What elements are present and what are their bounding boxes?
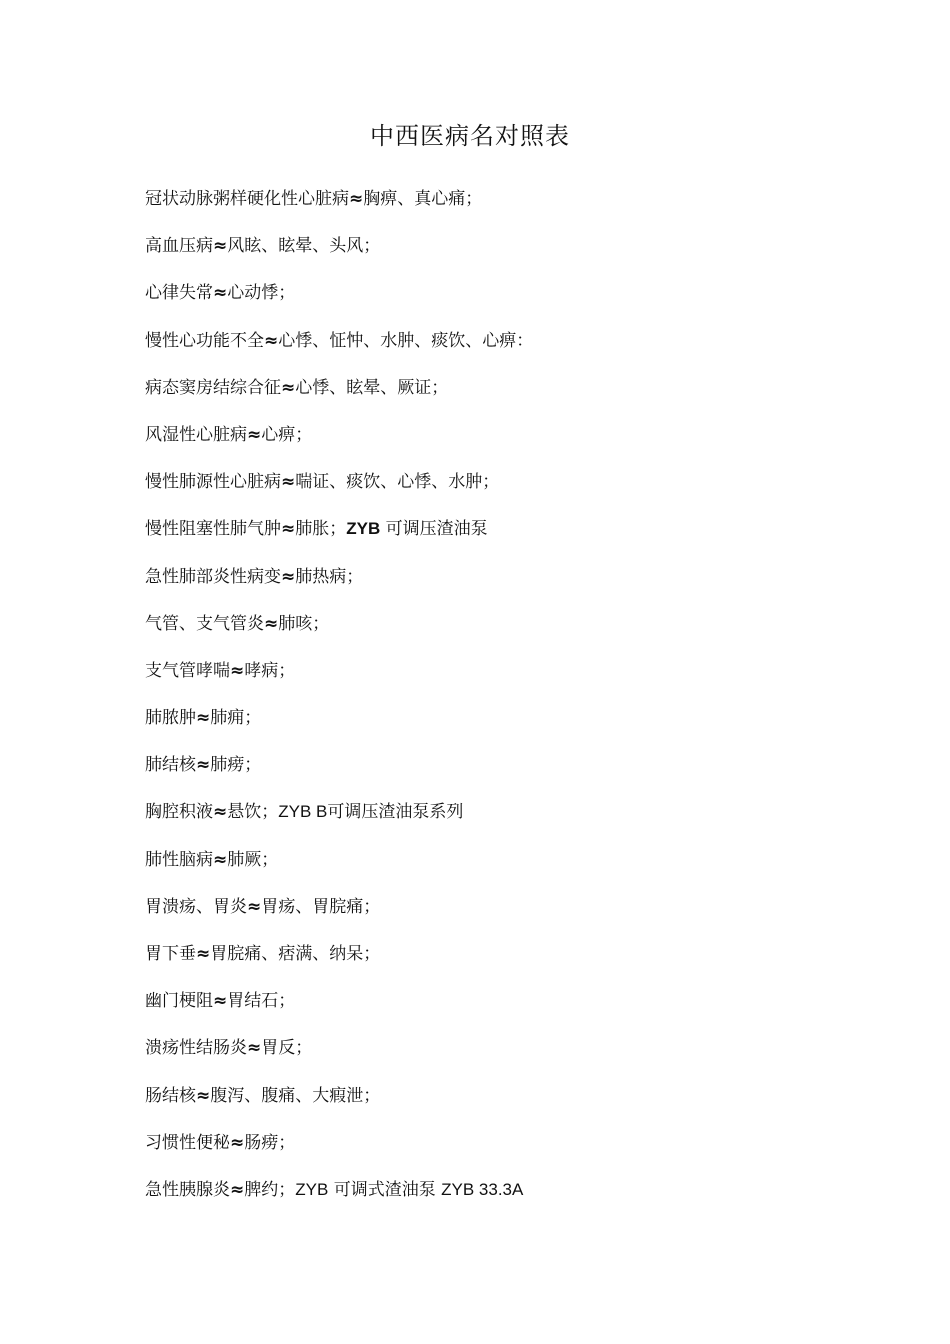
approx-sign: ≈ [281,472,296,493]
list-item [145,373,865,420]
approx-sign: ≈ [281,377,296,398]
line-text: 腹泻、腹痛、大瘕泄； [210,1085,381,1106]
disease-comparison-list [145,184,865,1222]
approx-sign: ≈ [230,660,245,681]
approx-sign: ≈ [196,1085,211,1106]
approx-sign: ≈ [281,519,296,540]
line-text: 胃溃疡、胃炎 [145,896,247,917]
line-text: 心悸、怔忡、水肿、痰饮、心痹： [278,330,534,351]
line-text: 心动悸； [227,283,296,304]
approx-sign: ≈ [213,991,228,1012]
approx-sign: ≈ [247,896,262,917]
list-item [145,845,865,892]
list-item [145,609,865,656]
line-text: ZYB [295,1179,329,1199]
line-text: 可调压渣油泵 [380,519,488,540]
line-text: 悬饮； [227,802,279,823]
line-text: 肺性脑病 [145,849,213,870]
line-text: 支气管哮喘 [145,660,230,681]
line-text: ZYB B [278,802,328,822]
list-item [145,326,865,373]
line-text: 肺痨； [210,755,262,776]
approx-sign: ≈ [213,236,228,257]
line-text: 可调压渣油泵系列 [327,802,464,823]
line-text: 肺胀； [295,519,347,540]
line-text: 肠痨； [244,1132,296,1153]
line-text: 胃结石； [227,991,296,1012]
list-item [145,750,865,797]
list-item [145,562,865,609]
line-text: 肺结核 [145,755,196,776]
line-text: 肺痈； [210,708,262,729]
line-text: 慢性肺源性心脏病 [145,472,281,493]
approx-sign: ≈ [264,330,279,351]
approx-sign: ≈ [196,944,211,964]
list-item [145,1081,865,1128]
line-text: 溃疡性结肠炎 [145,1038,247,1059]
approx-sign: ≈ [213,802,228,823]
line-text: 肺咳； [278,613,330,634]
line-text: 肺脓肿 [145,708,196,729]
line-text: 病态窦房结综合征 [145,377,281,398]
list-item [145,939,865,986]
line-text: 心悸、眩晕、厥证； [295,377,449,398]
line-text: 慢性阻塞性肺气肿 [145,519,281,540]
approx-sign: ≈ [213,849,228,870]
line-text: 急性胰腺炎 [145,1179,230,1200]
line-text: 急性肺部炎性病变 [145,566,281,587]
line-text: 胃疡、胃脘痛； [261,896,381,917]
line-text: 心律失常 [145,283,213,304]
approx-sign: ≈ [281,566,296,587]
approx-sign: ≈ [196,755,211,776]
approx-sign: ≈ [247,1038,262,1059]
approx-sign: ≈ [230,1179,245,1200]
approx-sign: ≈ [213,283,228,304]
list-item [145,1128,865,1175]
line-text: 可调式渣油泵 [328,1179,442,1200]
line-text: 胃反； [261,1038,313,1059]
approx-sign: ≈ [264,613,279,634]
list-item [145,514,865,561]
line-text: 肠结核 [145,1085,196,1106]
approx-sign: ≈ [196,708,211,729]
list-item [145,420,865,467]
line-text: 幽门梗阻 [145,991,213,1012]
line-text: 冠状动脉粥样硬化性心脏病 [145,189,349,209]
line-text: 风眩、眩晕、头风； [227,236,381,257]
list-item [145,703,865,750]
line-text: 喘证、痰饮、心悸、水肿； [295,472,500,493]
list-item [145,231,865,278]
line-text: 胃下垂 [145,944,196,964]
line-text: 慢性心功能不全 [145,330,264,351]
line-text: 习惯性便秘 [145,1132,230,1153]
list-item [145,656,865,703]
page-title: 中西医病名对照表 [370,122,570,150]
list-item [145,278,865,325]
line-text: 胸痹、真心痛； [363,189,483,209]
line-text: 心痹； [261,424,313,445]
approx-sign: ≈ [247,424,262,445]
line-text: 高血压病 [145,236,213,257]
line-text: 肺厥； [227,849,279,870]
line-text: 肺热病； [295,566,364,587]
line-text: ZYB [346,519,381,539]
line-text: 气管、支气管炎 [145,613,264,634]
list-item [145,467,865,514]
list-item [145,1033,865,1080]
line-text: 胃脘痛、痞满、纳呆； [210,944,381,964]
line-text: 风湿性心脏病 [145,424,247,445]
list-item [145,892,865,939]
line-text: 哮病； [244,660,296,681]
list-item [145,797,865,844]
approx-sign: ≈ [230,1132,245,1153]
line-text: 胸腔积液 [145,802,213,823]
list-item [145,1175,865,1222]
line-text: ZYB 33.3A [441,1179,524,1199]
line-text: 脾约； [244,1179,296,1200]
approx-sign: ≈ [349,189,364,209]
list-item [145,184,865,231]
list-item [145,986,865,1033]
